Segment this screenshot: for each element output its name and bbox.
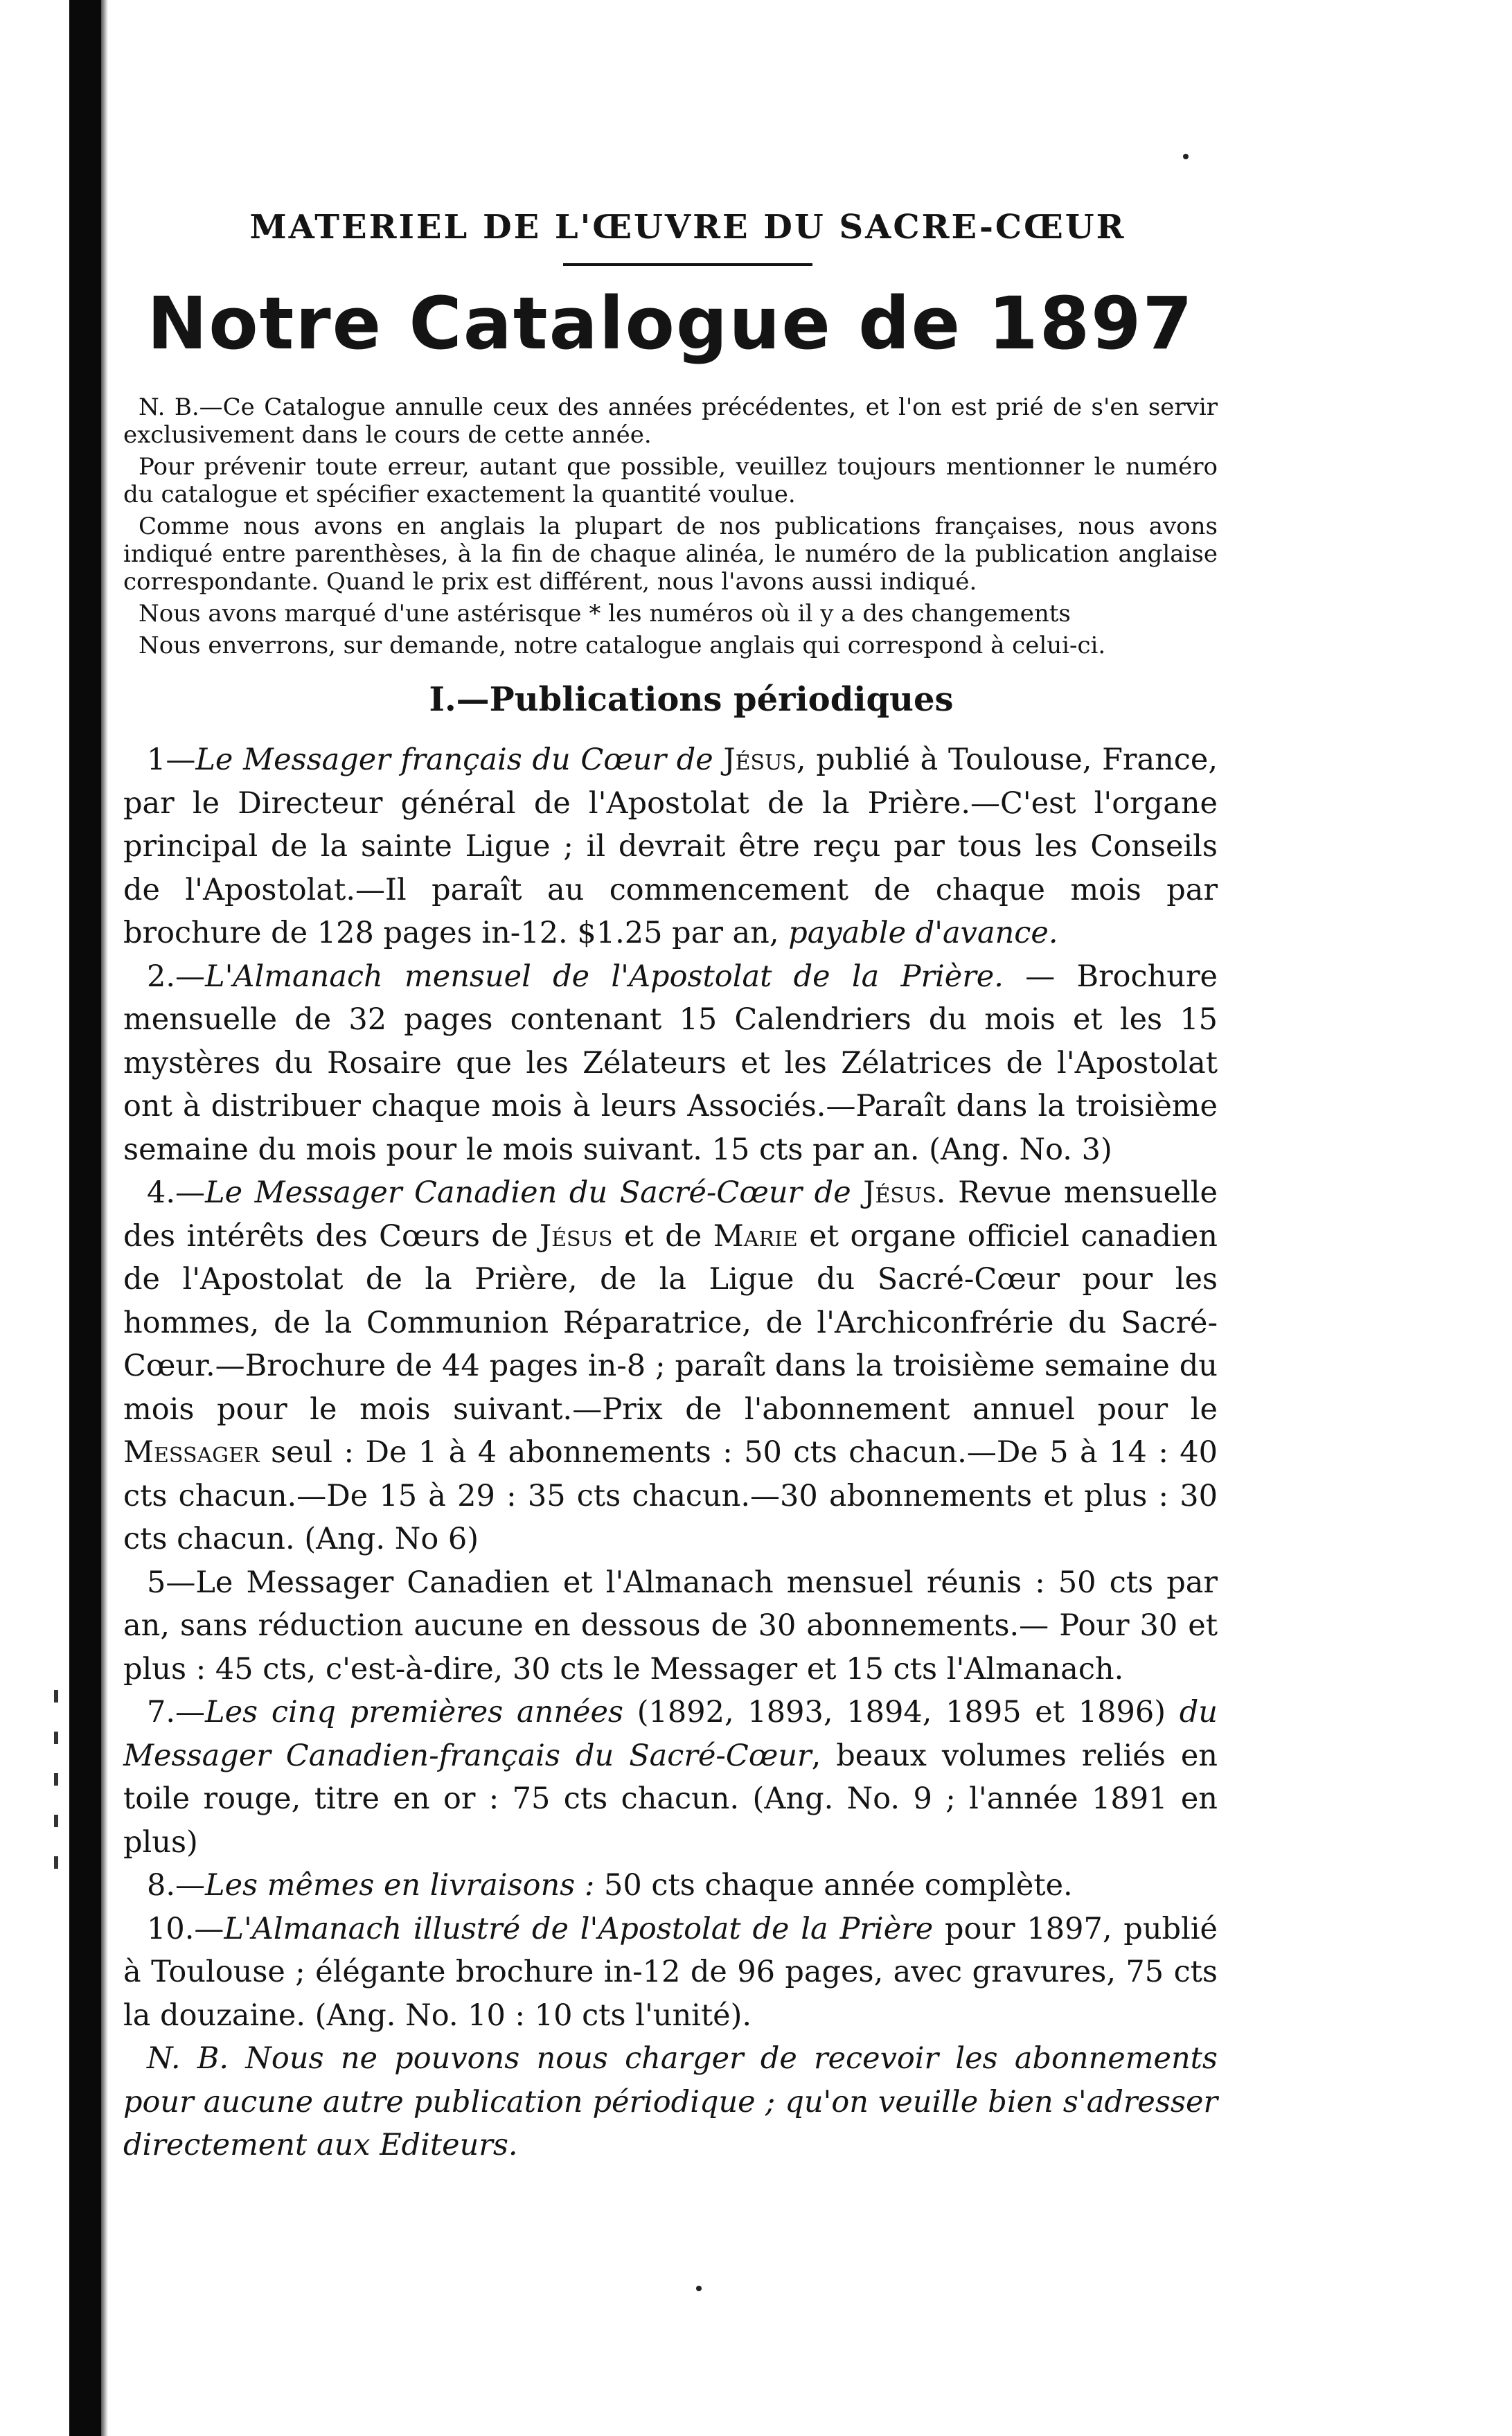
item-text: et organe officiel canadien de l'Apostolat de la Prière, de la Ligue du Sacré-Cœur pour les hommes, de la Communion Réparatrice, de l'Archiconfrérie du Sacré-Cœur.—Brochure de 44 pages in-8 ; paraît dans la troisième semaine du mois pour le mois suivant.—Prix de l'abonnement annuel pour le bbox=[123, 1218, 1218, 1427]
item-name: Marie bbox=[713, 1218, 798, 1254]
item-title: Le Messager Canadien du Sacré-Cœur de bbox=[205, 1175, 864, 1210]
item-name: Jésus bbox=[723, 743, 797, 777]
item-title: Les mêmes en livraisons : bbox=[205, 1868, 595, 1903]
item-text: , publié à Toulouse, France, par le Directeur général de l'Apostolat de la Prière.—C'est l'organe principal de la sainte Ligue ; il devrait être reçu par tous les Conseils de l'Apostolat.—Il paraît au commencement de chaque mois par brochure de 128 pages in-12. $1.25 par an, bbox=[123, 743, 1218, 950]
item-text: , beaux volumes reliés en toile rouge, titre en or : 75 cts chacun. (Ang. No. 9 ; l'année 1891 en plus) bbox=[123, 1738, 1218, 1860]
catalogue-item-4 bbox=[123, 1171, 1218, 1561]
note-paragraph: N. B.—Ce Catalogue annulle ceux des années précédentes, et l'on est prié de s'en servir exclusivement dans le cours de cette année. bbox=[123, 393, 1218, 449]
note-text: N. B. Nous ne pouvons nous charger de recevoir les abonnements pour aucune autre publication périodique ; qu'on veuille bien s'adresser directement aux Editeurs. bbox=[123, 2041, 1218, 2162]
item-title: Le Messager français du Cœur de bbox=[195, 743, 724, 777]
page-header: MATERIEL DE L'ŒUVRE DU SACRE-CŒUR bbox=[249, 208, 1126, 247]
catalogue-item-5 bbox=[123, 1561, 1218, 1691]
document-page bbox=[123, 208, 1218, 2167]
binding-edge bbox=[69, 0, 101, 2436]
catalogue-item-7 bbox=[123, 1691, 1218, 1864]
note-paragraph: Comme nous avons en anglais la plupart de nos publications françaises, nous avons indiqué entre parenthèses, à la fin de chaque alinéa, le numéro de la publication anglaise correspondante. Quand le prix est différent, nous l'avons aussi indiqué. bbox=[123, 513, 1218, 596]
catalogue-item-1 bbox=[123, 738, 1218, 955]
item-number: 7.— bbox=[147, 1695, 206, 1730]
item-text-italic: payable d'avance. bbox=[788, 916, 1058, 950]
catalogue-item-2 bbox=[123, 955, 1218, 1172]
catalogue-note bbox=[123, 2037, 1218, 2167]
item-text: . Revue mensuelle des intérêts des Cœurs de bbox=[123, 1175, 1218, 1254]
item-text: 50 cts chaque année complète. bbox=[594, 1868, 1073, 1903]
item-title: Les cinq premières années bbox=[205, 1695, 623, 1730]
catalogue-item-8 bbox=[123, 1864, 1218, 1908]
binding-shadow bbox=[101, 0, 108, 2436]
item-number: 4.— bbox=[147, 1175, 206, 1210]
catalogue-item-10 bbox=[123, 1908, 1218, 2038]
item-text: pour 1897, publié à Toulouse ; élégante brochure in-12 de 96 pages, avec gravures, 75 cts la douzaine. (Ang. No. 10 : 10 cts l'unité). bbox=[123, 1911, 1218, 2033]
item-text: seul : De 1 à 4 abonnements : 50 cts chacun.—De 5 à 14 : 40 cts chacun.—De 15 à 29 : 35 cts chacun.—30 abonnements et plus : 30 cts chacun. (Ang. No 6) bbox=[123, 1435, 1218, 1556]
note-paragraph: Nous avons marqué d'une astérisque * les numéros où il y a des changements bbox=[139, 600, 1071, 628]
item-title: L'Almanach illustré de l'Apostolat de la Prière bbox=[224, 1911, 934, 1946]
item-name: Jésus bbox=[863, 1175, 936, 1210]
item-title: du Messager Canadien-français du Sacré-Cœur bbox=[123, 1695, 1218, 1773]
ink-speck bbox=[696, 2286, 702, 2291]
notes-block bbox=[123, 393, 1218, 659]
item-number: 8.— bbox=[147, 1868, 206, 1903]
item-text: et de bbox=[612, 1218, 713, 1254]
item-number: 1— bbox=[147, 743, 196, 777]
note-paragraph: Nous enverrons, sur demande, notre catalogue anglais qui correspond à celui-ci. bbox=[139, 632, 1106, 659]
margin-specks bbox=[54, 1690, 68, 1898]
item-name: Jésus bbox=[539, 1218, 613, 1254]
item-text: (1892, 1893, 1894, 1895 et 1896) bbox=[623, 1695, 1180, 1730]
note-paragraph: Pour prévenir toute erreur, autant que possible, veuillez toujours mentionner le numéro du catalogue et spécifier exactement la quantité voulue. bbox=[123, 453, 1218, 508]
item-title: L'Almanach mensuel de l'Apostolat de la Prière. bbox=[205, 959, 1004, 994]
item-text: 5—Le Messager Canadien et l'Almanach mensuel réunis : 50 cts par an, sans réduction aucune en dessous de 30 abonnements.— Pour 30 et plus : 45 cts, c'est-à-dire, 30 cts le Messager et 15 cts l'Almanach. bbox=[123, 1565, 1218, 1687]
item-text: — Brochure mensuelle de 32 pages contenant 15 Calendriers du mois et les 15 mystères du Rosaire que les Zélateurs et les Zélatrices de l'Apostolat ont à distribuer chaque mois à leurs Associés.—Paraît dans la troisième semaine du mois pour le mois suivant. 15 cts par an. (Ang. No. 3) bbox=[123, 959, 1218, 1167]
section-title: I.—Publications périodiques bbox=[429, 680, 954, 719]
item-number: 10.— bbox=[147, 1911, 224, 1946]
item-number: 2.— bbox=[147, 959, 206, 994]
item-name: Messager bbox=[123, 1435, 260, 1470]
page-title: Notre Catalogue de 1897 bbox=[147, 281, 1194, 366]
ink-speck bbox=[1183, 154, 1189, 159]
header-rule bbox=[563, 263, 812, 266]
